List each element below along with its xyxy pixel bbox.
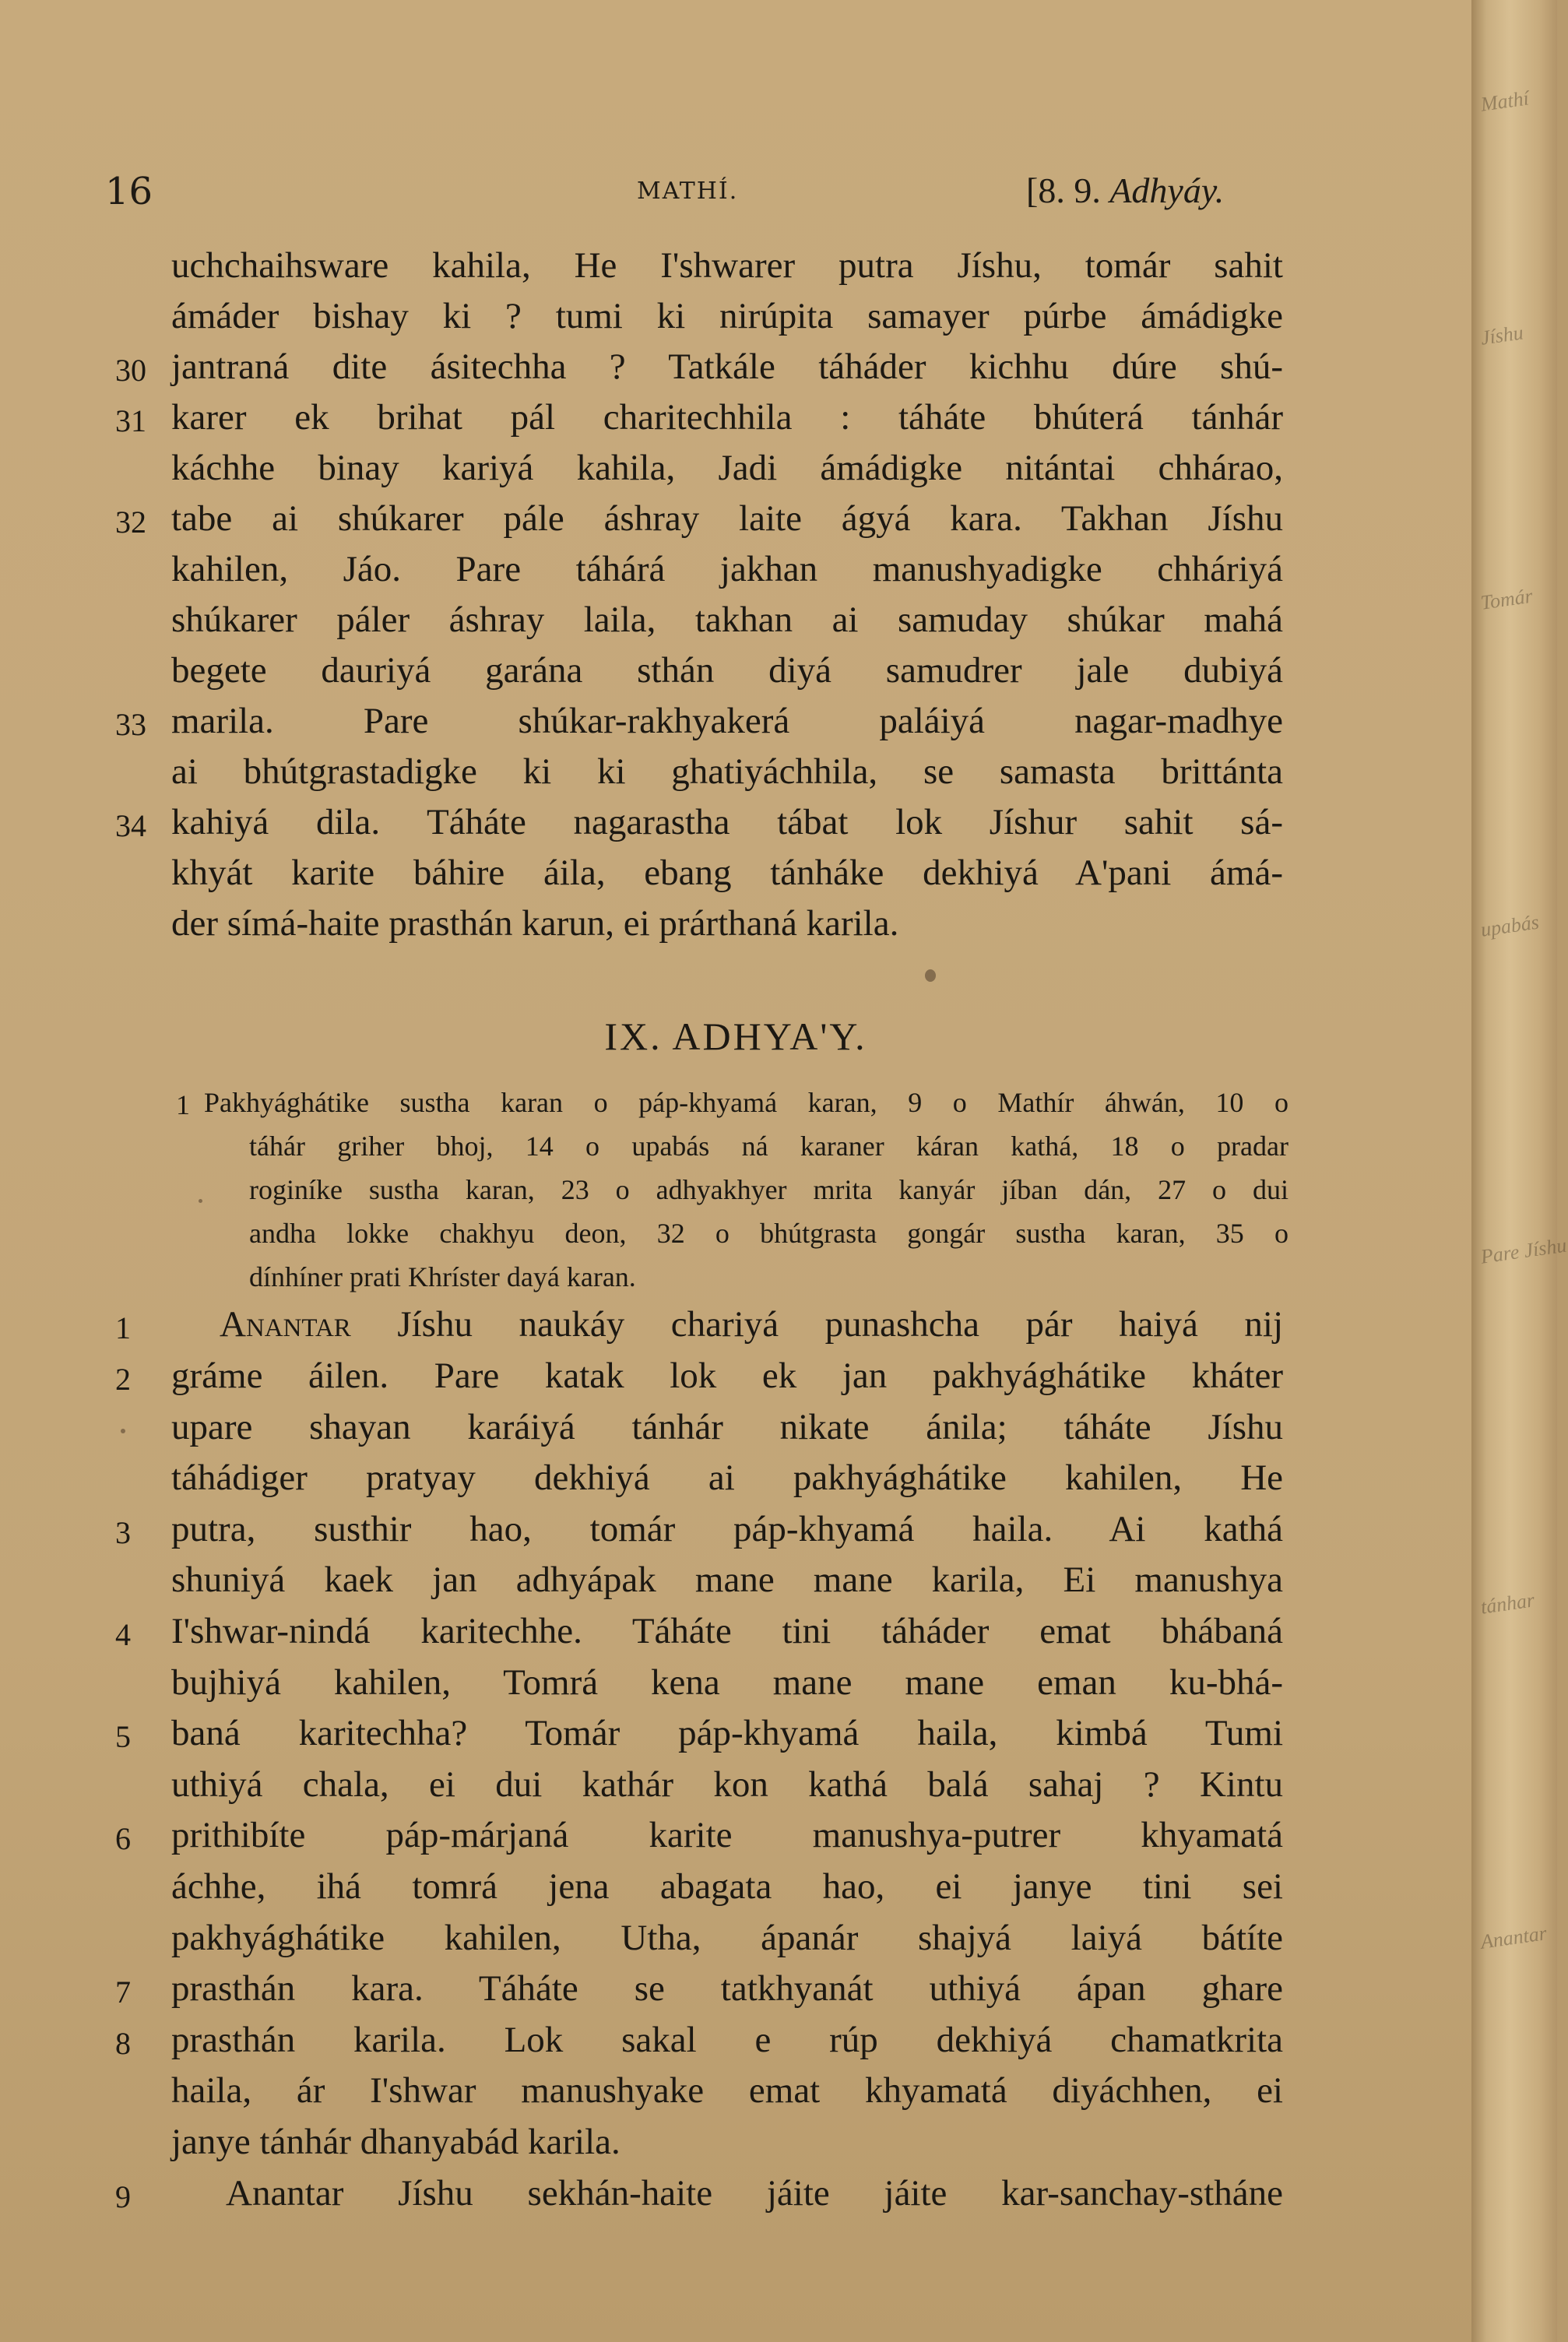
text-line: Anantar Jíshu sekhán-haite jáite jáite kar-sanchay-stháne	[226, 2173, 1283, 2214]
text-line: kahiyá dila. Táháte nagarastha tábat lok Jíshur sahit sá-	[171, 802, 1283, 842]
text-line: jantraná dite ásitechha ? Tatkále táháder kichhu dúre shú-	[171, 346, 1283, 387]
summary-line: andha lokke chakhyu deon, 32 o bhútgrasta gongár sustha karan, 35 o	[249, 1218, 1289, 1249]
ink-spot	[121, 1429, 125, 1433]
text-line: gráme áilen. Pare katak lok ek jan pakhyághátike kháter	[171, 1356, 1283, 1396]
bleed-through-word: upabás	[1479, 910, 1541, 941]
text-line: uthiyá chala, ei dui kathár kon kathá balá sahaj ? Kintu	[171, 1764, 1283, 1805]
text-line: shuniyá kaek jan adhyápak mane mane karila, Ei manushya	[171, 1560, 1283, 1600]
verse-number: 2	[115, 1362, 131, 1397]
text-line: prasthán karila. Lok sakal e rúp dekhiyá chamatkrita	[171, 2020, 1283, 2060]
text-line: begete dauriyá garána sthán diyá samudrer jale dubiyá	[171, 650, 1283, 691]
text-line: káchhe binay kariyá kahila, Jadi ámádigke nitántai chhárao,	[171, 448, 1283, 488]
summary-line: roginíke sustha karan, 23 o adhyakhyer mrita kanyár jíban dán, 27 o dui	[249, 1174, 1289, 1205]
text-line: kahilen, Jáo. Pare táhárá jakhan manushyadigke chháriyá	[171, 549, 1283, 589]
ink-spot	[925, 969, 936, 982]
running-title: MATHÍ.	[637, 178, 739, 205]
small-caps-word: Anantar	[220, 1304, 351, 1345]
text-line: karer ek brihat pál charitechhila : táháte bhúterá tánhár	[171, 397, 1283, 438]
verse-number: 32	[115, 505, 146, 540]
text-line: shúkarer páler áshray laila, takhan ai samuday shúkar mahá	[171, 600, 1283, 640]
bleed-through-word: Pare Jíshu	[1479, 1233, 1568, 1268]
text-line: bujhiyá kahilen, Tomrá kena mane mane eman ku-bhá-	[171, 1662, 1283, 1703]
page-number: 16	[105, 170, 153, 213]
bleed-through-word: Anantar	[1479, 1922, 1549, 1953]
chapter-reference	[1026, 170, 1224, 211]
text-line: ámáder bishay ki ? tumi ki nirúpita samayer púrbe ámádigke	[171, 296, 1283, 336]
bleed-through-word: tánhar	[1479, 1588, 1536, 1619]
text-line: haila, ár I'shwar manushyake emat khyamatá diyáchhen, ei	[171, 2070, 1283, 2111]
text-line: baná karitechha? Tomár páp-khyamá haila, kimbá Tumi	[171, 1713, 1283, 1753]
text-line-rest: Jíshu naukáy chariyá punashcha pár haiyá nij	[350, 1304, 1283, 1345]
verse-number: 4	[115, 1617, 131, 1652]
summary-number: 1	[176, 1089, 190, 1120]
text-line: prasthán kara. Táháte se tatkhyanát uthiyá ápan ghare	[171, 1968, 1283, 2009]
bleed-through-word: Mathí	[1479, 86, 1531, 116]
bleed-through-word: Jíshu	[1479, 321, 1525, 350]
verse-number: 9	[115, 2179, 131, 2214]
verse-number: 5	[115, 1719, 131, 1754]
verse-number: 6	[115, 1821, 131, 1856]
verse-number: 7	[115, 1975, 131, 2010]
bleed-through-word: Tomár	[1479, 584, 1535, 614]
text-line: I'shwar-nindá karitechhe. Táháte tini táháder emat bhábaná	[171, 1611, 1283, 1651]
summary-line: Pakhyághátike sustha karan o páp-khyamá karan, 9 o Mathír áhwán, 10 o	[204, 1087, 1289, 1118]
verse-number: 30	[115, 353, 146, 388]
text-line: upare shayan karáiyá tánhár nikate ánila; táháte Jíshu	[171, 1407, 1283, 1447]
text-line: khyát karite báhire áila, ebang tánháke dekhiyá A'pani ámá-	[171, 853, 1283, 893]
text-line: der símá-haite prasthán karun, ei prárthaná karila.	[171, 903, 899, 944]
text-line: putra, susthir hao, tomár páp-khyamá haila. Ai kathá	[171, 1509, 1283, 1549]
verse-number: 33	[115, 707, 146, 742]
text-line: táhádiger pratyay dekhiyá ai pakhyághátike kahilen, He	[171, 1458, 1283, 1498]
facing-page-edge	[1471, 0, 1568, 2342]
chapter-reference-italic: Adhyáy.	[1109, 171, 1225, 210]
chapter-heading: IX. ADHYA'Y.	[604, 1015, 867, 1058]
text-line	[220, 1306, 1283, 1343]
text-line: pakhyághátike kahilen, Utha, ápanár shajyá laiyá bátíte	[171, 1918, 1283, 1958]
text-line: áchhe, ihá tomrá jena abagata hao, ei janye tini sei	[171, 1866, 1283, 1907]
text-line: ai bhútgrastadigke ki ki ghatiyáchhila, se samasta brittánta	[171, 751, 1283, 792]
ink-spot	[199, 1199, 202, 1203]
chapter-reference-prefix: [8. 9.	[1026, 171, 1110, 210]
verse-number: 34	[115, 808, 146, 843]
verse-number: 1	[115, 1310, 131, 1345]
text-line: tabe ai shúkarer pále áshray laite ágyá kara. Takhan Jíshu	[171, 498, 1283, 539]
text-line: marila. Pare shúkar-rakhyakerá paláiyá nagar-madhye	[171, 701, 1283, 741]
verse-number: 3	[115, 1515, 131, 1550]
verse-number: 8	[115, 2026, 131, 2061]
summary-line: táhár griher bhoj, 14 o upabás ná karaner káran kathá, 18 o pradar	[249, 1131, 1289, 1162]
text-line: prithibíte páp-márjaná karite manushya-putrer khyamatá	[171, 1815, 1283, 1855]
text-line: uchchaihsware kahila, He I'shwarer putra Jíshu, tomár sahit	[171, 245, 1283, 286]
summary-line: dínhíner prati Khríster dayá karan.	[249, 1261, 636, 1292]
verse-number: 31	[115, 403, 146, 438]
text-line: janye tánhár dhanyabád karila.	[171, 2122, 621, 2162]
